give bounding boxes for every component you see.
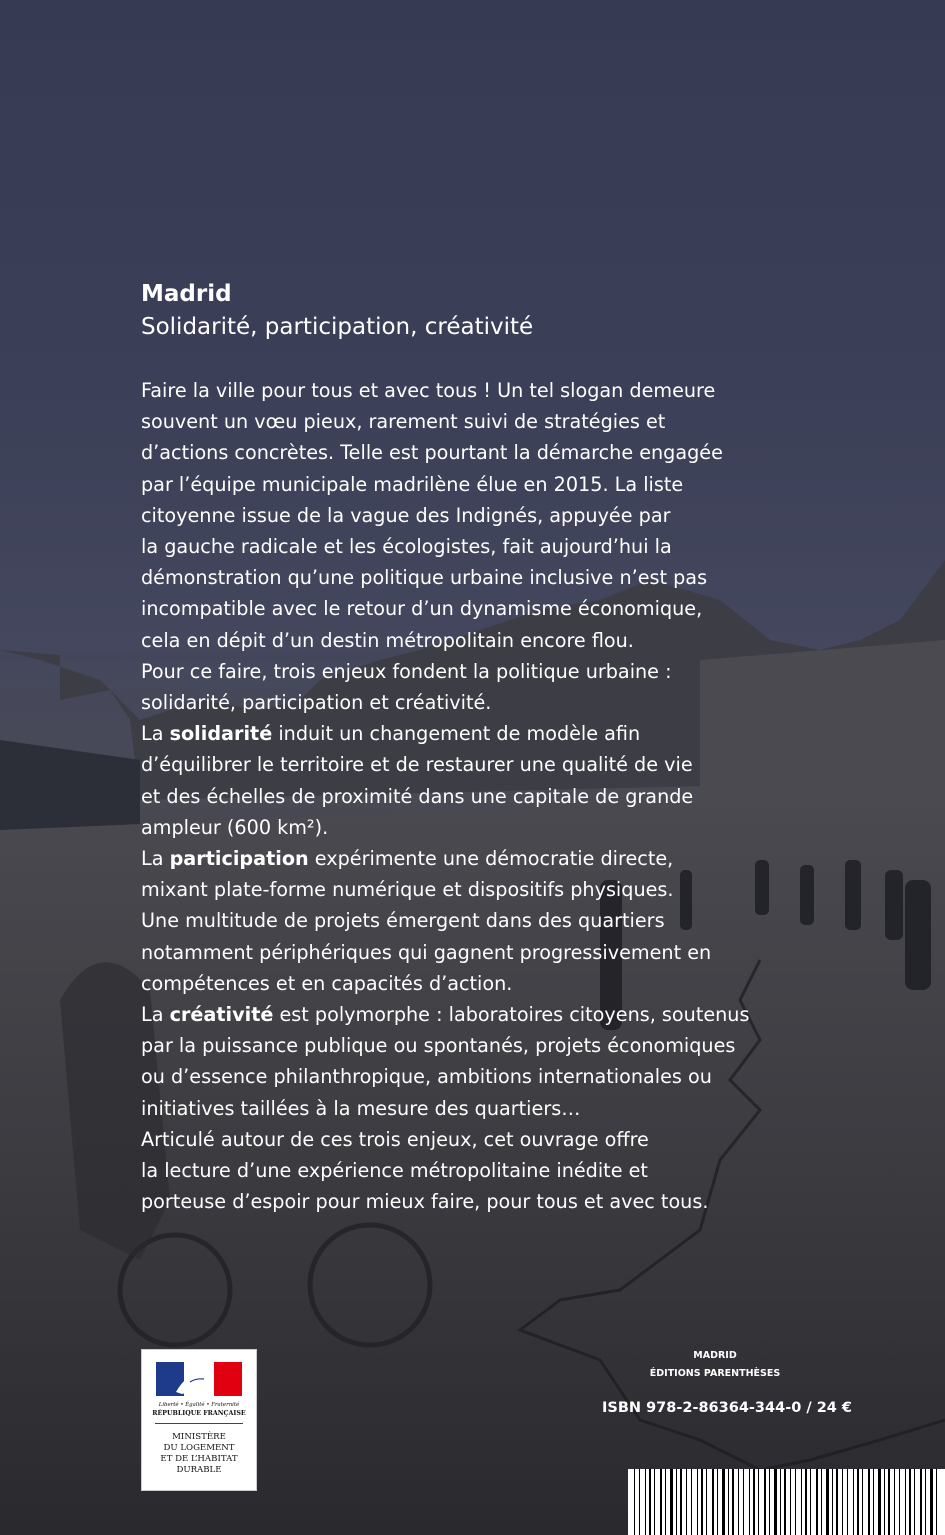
blurb-segment: est polymorphe : laboratoires citoyens, soutenus	[273, 1003, 750, 1027]
barcode-bar	[857, 1469, 859, 1535]
barcode-bar	[847, 1469, 848, 1535]
barcode-bar	[816, 1469, 818, 1535]
blurb-line	[141, 1030, 741, 1061]
barcode-bar	[758, 1469, 759, 1535]
blurb-line	[141, 562, 741, 593]
barcode-bar	[888, 1469, 890, 1535]
blurb-segment: citoyenne issue de la vague des Indignés, appuyée par	[141, 503, 671, 527]
blurb-line	[141, 874, 741, 905]
blurb-line	[141, 999, 750, 1030]
book-subtitle: Solidarité, participation, créativité	[141, 314, 534, 340]
barcode-bar	[832, 1469, 833, 1535]
blurb-segment: notamment périphériques qui gagnent progressivement en	[141, 940, 712, 964]
barcode-bar	[780, 1469, 781, 1535]
blurb-segment: initiatives taillées à la mesure des quartiers…	[141, 1096, 581, 1120]
barcode-bar	[795, 1469, 796, 1535]
blurb-text	[141, 375, 750, 1217]
barcode-bar	[712, 1469, 714, 1535]
blurb-segment: par la puissance publique ou spontanés, projets économiques	[141, 1034, 736, 1058]
ministry-line: ET DE L’HABITAT	[160, 1454, 238, 1464]
barcode-bar	[717, 1469, 718, 1535]
blurb-line	[141, 968, 741, 999]
barcode-bar	[826, 1469, 829, 1535]
blurb-segment: porteuse d’espoir pour mieux faire, pour tous et avec tous.	[141, 1190, 709, 1214]
blurb-segment: solidarité, participation et créativité.	[141, 691, 492, 715]
barcode-bar	[686, 1469, 687, 1535]
blurb-line	[141, 1186, 741, 1217]
blurb-line	[141, 718, 741, 749]
blurb-line	[141, 812, 741, 843]
blurb-segment: la gauche radicale et les écologistes, fait aujourd’hui la	[141, 535, 672, 559]
blurb-line	[141, 843, 741, 874]
blurb-keyword: participation	[169, 847, 309, 871]
blurb-segment: ampleur (600 km²).	[141, 815, 329, 839]
barcode-bar	[853, 1469, 854, 1535]
barcode-bar	[884, 1469, 885, 1535]
blurb-keyword: solidarité	[169, 722, 273, 746]
barcode-bar	[645, 1469, 646, 1535]
blurb-line	[141, 687, 741, 718]
barcode-bar	[706, 1469, 707, 1535]
barcode-bar	[764, 1469, 766, 1535]
ministry-name	[142, 1432, 256, 1476]
blurb-segment: compétences et en capacités d’action.	[141, 971, 513, 995]
barcode-bar	[680, 1469, 682, 1535]
barcode-bar	[743, 1469, 744, 1535]
barcode-bar	[810, 1469, 811, 1535]
barcode-bar	[634, 1469, 635, 1535]
barcode-bar	[914, 1469, 915, 1535]
blurb-segment: mixant plate-forme numérique et dispositifs physiques.	[141, 878, 674, 902]
colophon-series: MADRID	[693, 1350, 737, 1361]
barcode-bar	[728, 1469, 729, 1535]
blurb-segment: La	[141, 1003, 170, 1027]
barcode-bar	[878, 1469, 881, 1535]
blurb-segment: d’actions concrètes. Telle est pourtant la démarche engagée	[141, 441, 723, 465]
blurb-line	[141, 1061, 741, 1092]
barcode-bar	[753, 1469, 755, 1535]
blurb-segment: Une multitude de projets émergent dans des quartiers	[141, 909, 665, 933]
ministry-line: DU LOGEMENT	[163, 1443, 235, 1453]
barcode-bar	[894, 1469, 895, 1535]
blurb-segment: ou d’essence philanthropique, ambitions internationales ou	[141, 1065, 712, 1089]
blurb-keyword: créativité	[169, 1003, 274, 1027]
barcode-bar	[836, 1469, 838, 1535]
barcode-bar	[774, 1469, 777, 1535]
barcode-bar	[842, 1469, 843, 1535]
barcode-bar	[930, 1469, 933, 1535]
colophon-publisher: ÉDITIONS PARENTHÈSES	[649, 1368, 781, 1379]
blurb-line	[141, 593, 741, 624]
barcode-bar	[909, 1469, 911, 1535]
blurb-line	[141, 656, 741, 687]
barcode-bar	[821, 1469, 822, 1535]
blurb-segment: induit un changement de modèle afin	[272, 722, 641, 746]
blurb-segment: Faire la ville pour tous et avec tous ! Un tel slogan demeure	[141, 379, 716, 402]
marianne-flag-icon	[156, 1362, 242, 1396]
barcode-bar	[790, 1469, 791, 1535]
title-block	[141, 278, 533, 344]
barcode-bar	[697, 1469, 698, 1535]
blurb-segment: expérimente une démocratie directe,	[308, 847, 674, 871]
blurb-segment: d’équilibrer le territoire et de restaurer une qualité de vie	[141, 753, 693, 777]
barcode-bar	[801, 1469, 802, 1535]
blurb-segment: la lecture d’une expérience métropolitaine inédite et	[141, 1159, 648, 1183]
barcode-bar	[701, 1469, 703, 1535]
barcode-bar	[905, 1469, 906, 1535]
barcode-bar	[654, 1469, 655, 1535]
blurb-line	[141, 406, 741, 437]
colophon	[630, 1347, 800, 1383]
ministry-logo	[141, 1349, 257, 1491]
blurb-line	[141, 1124, 741, 1155]
blurb-segment: La	[141, 722, 170, 746]
isbn-price: ISBN 978-2-86364-344-0 / 24 €	[602, 1400, 853, 1416]
ministry-line: DURABLE	[176, 1465, 222, 1475]
barcode-bar	[873, 1469, 874, 1535]
blurb-segment: souvent un vœu pieux, rarement suivi de stratégies et	[141, 410, 666, 434]
ministry-line: MINISTÈRE	[172, 1432, 226, 1442]
barcode-bar	[738, 1469, 739, 1535]
logo-divider	[155, 1423, 243, 1424]
barcode-bar	[769, 1469, 770, 1535]
barcode-bar	[862, 1469, 863, 1535]
republic-name: RÉPUBLIQUE FRANÇAISE	[152, 1410, 246, 1417]
blurb-segment: Pour ce faire, trois enjeux fondent la politique urbaine :	[141, 659, 672, 683]
barcode-bar	[749, 1469, 750, 1535]
blurb-line	[141, 781, 741, 812]
blurb-line	[141, 749, 741, 780]
barcode-bar	[732, 1469, 734, 1535]
blurb-line	[141, 937, 741, 968]
blurb-segment: incompatible avec le retour d’un dynamisme économique,	[141, 597, 703, 621]
blurb-segment: par l’équipe municipale madrilène élue en 2015. La liste	[141, 472, 684, 496]
barcode-bar	[784, 1469, 786, 1535]
barcode-bar	[925, 1469, 926, 1535]
barcode-bar	[868, 1469, 870, 1535]
blurb-line	[141, 1155, 741, 1186]
barcode-bar	[676, 1469, 677, 1535]
barcode	[628, 1469, 945, 1535]
blurb-line	[141, 625, 741, 656]
barcode-bar	[899, 1469, 900, 1535]
barcode-bar	[936, 1469, 937, 1535]
blurb-line	[141, 375, 741, 406]
barcode-bar	[660, 1469, 662, 1535]
book-title: Madrid	[141, 281, 232, 307]
blurb-line	[141, 905, 741, 936]
barcode-bar	[805, 1469, 807, 1535]
barcode-bar	[639, 1469, 640, 1535]
blurb-segment: cela en dépit d’un destin métropolitain encore flou.	[141, 628, 634, 652]
blurb-line	[141, 531, 741, 562]
barcode-bar	[670, 1469, 673, 1535]
blurb-segment: La	[141, 847, 170, 871]
blurb-segment: Articulé autour de ces trois enjeux, cet ouvrage offre	[141, 1127, 649, 1151]
barcode-bar	[665, 1469, 666, 1535]
barcode-bar	[920, 1469, 922, 1535]
blurb-segment: et des échelles de proximité dans une capitale de grande	[141, 784, 694, 808]
barcode-bar	[691, 1469, 692, 1535]
barcode-bar	[649, 1469, 651, 1535]
barcode-bar	[722, 1469, 725, 1535]
republic-motto: Liberté • Égalité • Fraternité	[158, 1402, 240, 1408]
blurb-line	[141, 437, 741, 468]
blurb-line	[141, 500, 741, 531]
blurb-line	[141, 1093, 741, 1124]
blurb-segment: démonstration qu’une politique urbaine inclusive n’est pas	[141, 566, 708, 590]
blurb-line	[141, 469, 741, 500]
